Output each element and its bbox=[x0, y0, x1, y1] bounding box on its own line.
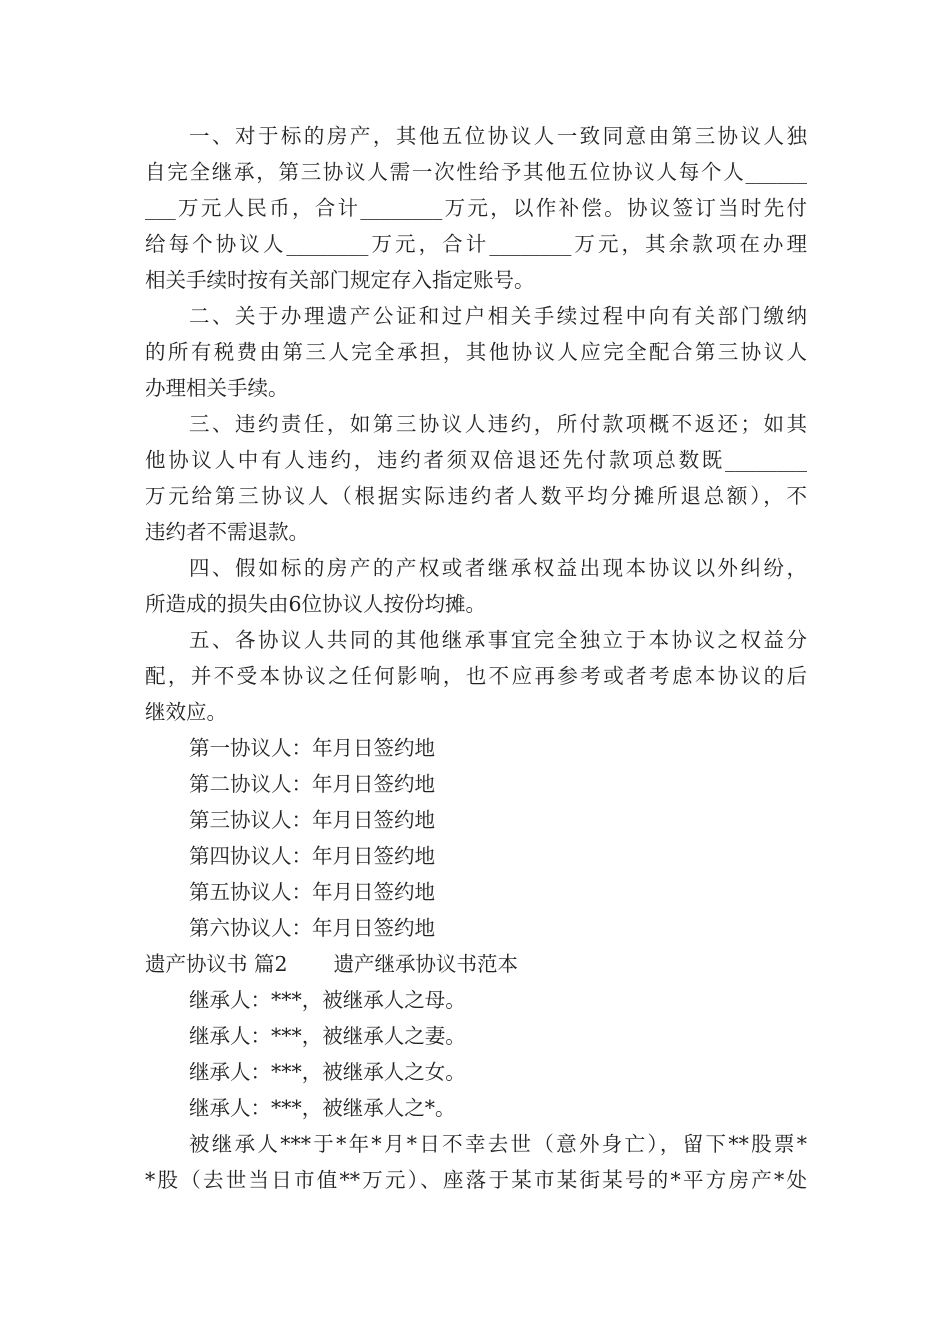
text-line: 第六协议人：年月日签约地 bbox=[189, 916, 435, 940]
text-line: 二、关于办理遗产公证和过户相关手续过程中向有关部门缴纳 bbox=[189, 304, 807, 328]
text-line: 继承人：***，被继承人之妻。 bbox=[189, 1024, 466, 1048]
document-body bbox=[145, 118, 807, 1198]
text-line: 配，并不受本协议之任何影响，也不应再参考或者考虑本协议的后 bbox=[145, 664, 807, 688]
text-line: 第一协议人：年月日签约地 bbox=[189, 736, 435, 760]
text-line: 继承人：***，被继承人之女。 bbox=[189, 1060, 466, 1084]
text-line: 继承人：***，被继承人之母。 bbox=[189, 988, 466, 1012]
text-line: 他协议人中有人违约，违约者须双倍退还先付款项总数既________ bbox=[145, 448, 807, 472]
section-heading bbox=[145, 946, 807, 982]
text-line: 第二协议人：年月日签约地 bbox=[189, 772, 435, 796]
text-line: 办理相关手续。 bbox=[145, 376, 289, 400]
text-line: 四、假如标的房产的产权或者继承权益出现本协议以外纠纷， bbox=[189, 556, 807, 580]
text-line: *股（去世当日市值**万元）、座落于某市某街某号的*平方房产*处 bbox=[145, 1168, 807, 1192]
text-line: 第三协议人：年月日签约地 bbox=[189, 808, 435, 832]
text-line: 所造成的损失由6位协议人按份均摊。 bbox=[145, 592, 487, 616]
inheritance-agreement-text bbox=[145, 982, 807, 1198]
text-line: 第五协议人：年月日签约地 bbox=[189, 880, 435, 904]
text-line: 万元给第三协议人（根据实际违约者人数平均分摊所退总额），不 bbox=[145, 484, 807, 508]
text-line: 第四协议人：年月日签约地 bbox=[189, 844, 435, 868]
section-title: 遗产继承协议书范本 bbox=[333, 952, 519, 976]
text-line: 三、违约责任，如第三协议人违约，所付款项概不返还；如其 bbox=[189, 412, 807, 436]
text-line: 一、对于标的房产，其他五位协议人一致同意由第三协议人独 bbox=[189, 124, 807, 148]
text-line: 自完全继承，第三协议人需一次性给予其他五位协议人每个人______ bbox=[145, 160, 807, 184]
agreement-clauses bbox=[145, 118, 807, 946]
section-label: 遗产协议书 篇2 bbox=[145, 952, 288, 976]
text-line: 继承人：***，被继承人之*。 bbox=[189, 1096, 456, 1120]
text-line: 继效应。 bbox=[145, 700, 227, 724]
text-line: 被继承人***于*年*月*日不幸去世（意外身亡），留下**股票* bbox=[189, 1132, 807, 1156]
text-line: ___万元人民币，合计________万元，以作补偿。协议签订当时先付 bbox=[145, 196, 807, 220]
text-line: 的所有税费由第三人完全承担，其他协议人应完全配合第三协议人 bbox=[145, 340, 807, 364]
text-line: 给每个协议人________万元，合计________万元，其余款项在办理 bbox=[145, 232, 807, 256]
text-line: 五、各协议人共同的其他继承事宜完全独立于本协议之权益分 bbox=[189, 628, 807, 652]
text-line: 违约者不需退款。 bbox=[145, 520, 309, 544]
text-line: 相关手续时按有关部门规定存入指定账号。 bbox=[145, 268, 535, 292]
